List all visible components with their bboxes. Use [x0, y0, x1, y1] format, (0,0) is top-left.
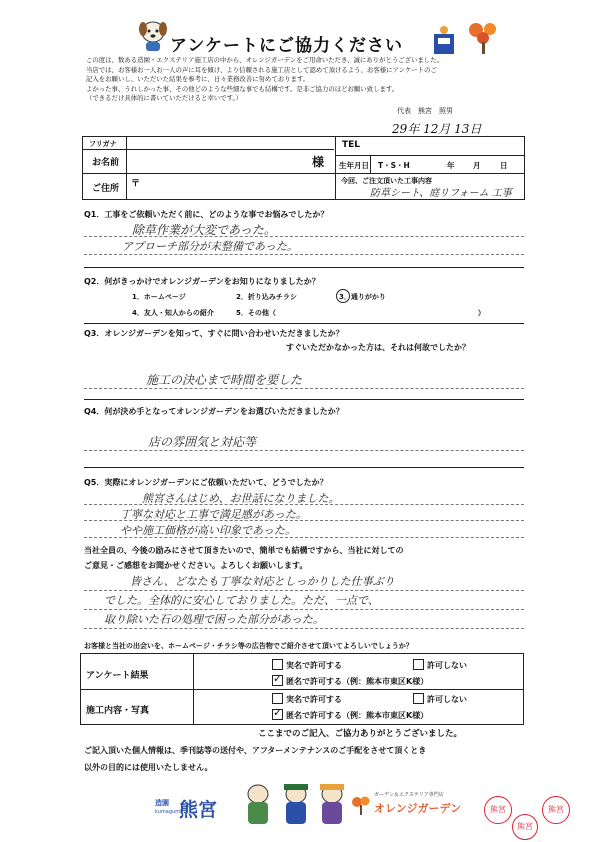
representative-signature: 代表 熊宮 照男: [397, 107, 453, 115]
q2-option-passing-by: 3．通りがかり: [339, 293, 386, 301]
q2-option-homepage: 1．ホームページ: [132, 293, 186, 301]
closing-answer-3: 取り除いた石の処理で困った部分があった。: [104, 613, 324, 626]
survey-realname-label: 実名で許可する: [286, 661, 342, 670]
birth-year-label: 年: [447, 161, 455, 170]
staff-mascots-illustration: [240, 780, 352, 828]
page-title: アンケートにご協力ください: [170, 36, 403, 56]
q2-option-other: 5．その他（: [236, 309, 276, 317]
closing-request-line1: 当社全員の、今後の励みにさせて頂きたいので、簡単でも結構ですから、当社に対しての: [84, 546, 404, 555]
orange-garden-logo-small: ガーデン＆エクステリア専門店: [374, 792, 444, 798]
orange-garden-logo: [350, 790, 468, 820]
shop-mascot-logo: [428, 24, 460, 56]
kumagumi-logo-name: 熊宮: [179, 799, 218, 821]
closing-request-line2: ご意見・ご感想をお聞かせください。よろしくお願いします。: [84, 561, 308, 570]
approval-stamp-3: 熊宮: [512, 814, 538, 840]
survey-deny-checkbox[interactable]: [413, 659, 424, 670]
privacy-note-line1: ご記入頂いた個人情報は、季刊誌等の送付や、アフターメンテナンスのご手配をさせて頂くとき: [84, 746, 427, 755]
closing-answer-1: 皆さん、どなたも丁寧な対応としっかりした仕事ぶり: [130, 575, 395, 588]
tel-label: TEL: [342, 140, 361, 150]
q4-answer: 店の雰囲気と対応等: [148, 435, 257, 449]
birth-month-label: 月: [473, 161, 481, 170]
survey-realname-checkbox[interactable]: [272, 659, 283, 670]
thanks-message: ここまでのご記入、ご協力ありがとうございました。: [258, 729, 463, 739]
birth-era-options: T・S・H: [378, 161, 410, 170]
q2-option-other-close: ）: [478, 309, 485, 317]
birth-day-label: 日: [500, 161, 508, 170]
q5-answer-3: やや施工価格が高い印象であった。: [120, 524, 296, 537]
survey-anonymous-checkbox[interactable]: [272, 675, 283, 686]
row-work-photo-label: 施工内容・写真: [86, 706, 150, 716]
work-deny-checkbox[interactable]: [413, 693, 424, 704]
q3-answer: 施工の決心まで時間を要した: [146, 373, 303, 387]
q2-option-flyer: 2．折り込みチラシ: [236, 293, 297, 301]
work-content-handwritten: 防草シート、庭リフォーム 工事: [370, 188, 512, 199]
intro-text: この度は、数ある造園・エクステリア施工店の中から、オレンジガーデンをご用命いただき、誠にありがとうございました。 当店では、お客様お一人お一人の声に耳を傾け、より信頼される施工店として認めて頂けるよう、お客様にアンケートのご 記入をお願いし、いただいた結果を参考に、日々業務改善に努めております。 よかった事、うれしかった事、その他どのような些細な事でも結構です。是非ご協力のほどお願い致します。 （できるだけ具体的に書いていただけると幸いです。）: [86, 56, 443, 103]
address-label: ご住所: [92, 184, 120, 194]
q2-question: Q2．何がきっかけでオレンジガーデンをお知りになりましたか？: [84, 277, 320, 286]
survey-anonymous-label: 匿名で許可する（例：熊本市東区K様）: [286, 677, 429, 686]
work-realname-checkbox[interactable]: [272, 693, 283, 704]
q1-answer-1: 除草作業が大変であった。: [132, 223, 276, 237]
honorific-sama: 様: [312, 155, 325, 169]
furigana-label: フリガナ: [89, 140, 117, 148]
q3-question: Q3．オレンジガーデンを知って、すぐに問い合わせいただきましたか？: [84, 329, 344, 338]
q4-question: Q4．何が決め手となってオレンジガーデンをお選びいただきましたか？: [84, 407, 344, 416]
work-content-label: 今回、ご注文頂いた工事内容: [341, 177, 432, 185]
date-handwritten: 29年 12月 13日: [392, 122, 482, 136]
kumagumi-logo-sub: kumagumi: [155, 809, 182, 815]
birth-date-label: 生年月日: [339, 161, 369, 170]
work-deny-label: 許可しない: [427, 695, 467, 704]
approval-stamp-2: 熊宮: [542, 796, 570, 824]
kumagumi-logo-small: 造園: [155, 799, 169, 807]
closing-answer-2: でした。全体的に安心しておりました。ただ、一点で、: [104, 594, 379, 607]
q5-answer-2: 丁寧な対応と工事で満足感があった。: [120, 508, 307, 521]
name-label: お名前: [92, 158, 120, 168]
q5-question: Q5．実際にオレンジガーデンにご依頼いただいて、どうでしたか？: [84, 478, 328, 487]
work-anonymous-label: 匿名で許可する（例：熊本市東区K様）: [286, 711, 429, 720]
q3-subquestion: すぐいただかなかった方は、それは何故でしたか？: [286, 343, 470, 352]
postal-mark: 〒: [131, 179, 141, 189]
orange-tree-logo: [466, 20, 502, 56]
q1-answer-2: アプローチ部分が未整備であった。: [122, 240, 298, 253]
q5-answer-1: 熊宮さんはじめ、お世話になりました。: [142, 492, 340, 505]
mascot-dog-logo: [136, 16, 170, 52]
approval-stamp-1: 熊宮: [484, 796, 512, 824]
work-realname-label: 実名で許可する: [286, 695, 342, 704]
privacy-note-line2: 以外の目的には使用いたしません。: [84, 763, 213, 772]
survey-deny-label: 許可しない: [427, 661, 467, 670]
orange-garden-logo-name: オレンジガーデン: [374, 802, 462, 815]
publication-question: お客様と当社の出会いを、ホームページ・チラシ等の広告物でご紹介させて頂いてよろしいでしょうか？: [84, 642, 413, 650]
work-anonymous-checkbox[interactable]: [272, 709, 283, 720]
kumagumi-logo: [155, 795, 235, 821]
q2-option-referral: 4．友人・知人からの紹介: [132, 309, 214, 317]
q1-question: Q1．工事をご依頼いただく前に、どのような事でお悩みでしたか？: [84, 210, 329, 219]
row-survey-label: アンケート結果: [86, 671, 149, 681]
